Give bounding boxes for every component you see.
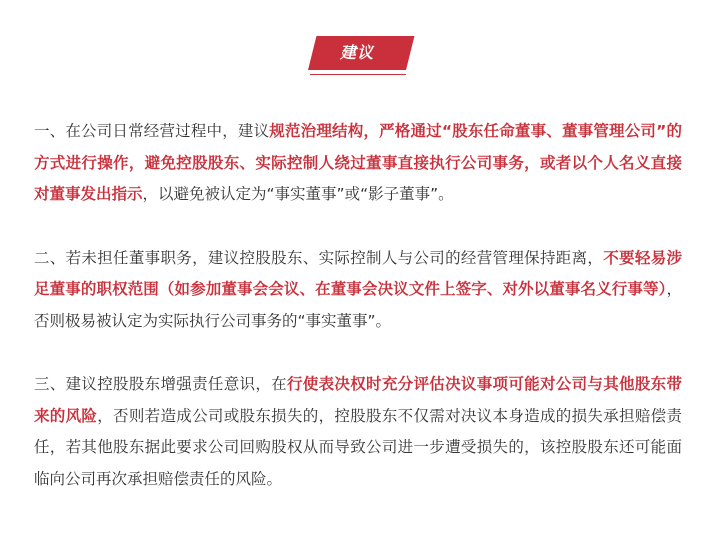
plain-text: ，以避免被认定为“事实董事”或“影子董事”。 <box>142 185 454 203</box>
plain-text: 一、在公司日常经营过程中，建议 <box>34 122 270 140</box>
plain-text: 三、建议控股股东增强责任意识，在 <box>34 375 287 393</box>
section-header <box>0 0 715 80</box>
recommendation-paragraph-3 <box>34 369 682 495</box>
recommendations-body <box>34 116 682 495</box>
highlighted-text: 规范治理结构，严格通过“股东任命董事、董事管理公司”的方式进行操作，避免控股股东、实际控制人绕过董事直接执行公司事务，或者以个人名义直接对董事发出指示 <box>34 122 682 203</box>
section-title: 建议 <box>339 43 374 62</box>
highlighted-text: 不要轻易涉足董事的职权范围（如参加董事会会议、在董事会决议文件上签字、对外以董事名义行事等） <box>34 248 682 298</box>
recommendation-paragraph-1 <box>34 116 682 211</box>
header-underline <box>310 74 406 75</box>
plain-text: ，否则若造成公司或股东损失的，控股股东不仅需对决议本身造成的损失承担赔偿责任，若其他股东据此要求公司回购股权从而导致公司进一步遭受损失的，该控股股东还可能面临向公司再次承担赔偿责任的风险。 <box>34 406 682 488</box>
recommendation-paragraph-2 <box>34 243 682 338</box>
section-title-badge <box>308 36 406 70</box>
highlighted-text: 行使表决权时充分评估决议事项可能对公司与其他股东带来的风险 <box>34 375 682 425</box>
plain-text: ，否则极易被认定为实际执行公司事务的“事实董事”。 <box>34 280 682 330</box>
plain-text: 二、若未担任董事职务，建议控股股东、实际控制人与公司的经营管理保持距离， <box>34 248 604 267</box>
